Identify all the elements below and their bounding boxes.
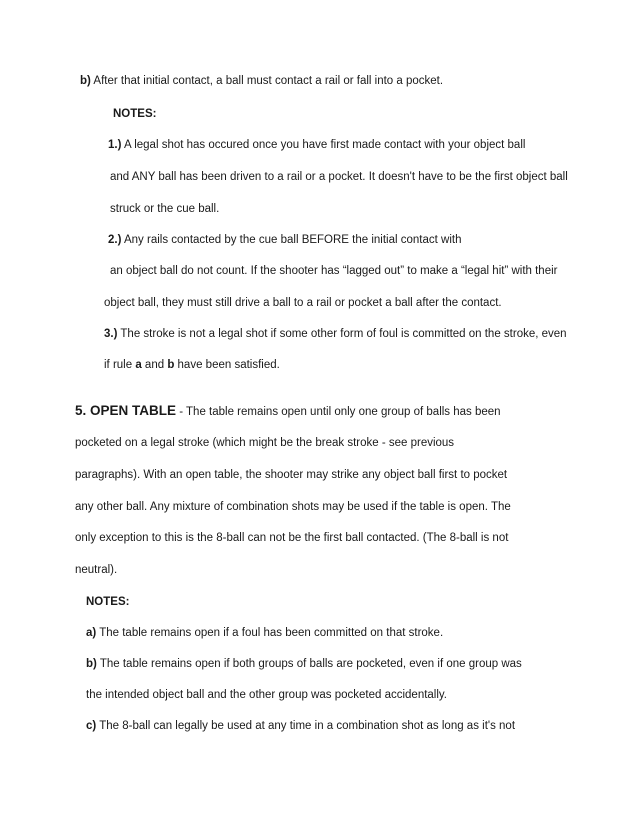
section-5-line-5 bbox=[75, 531, 508, 545]
open-b-text-2: the intended object ball and the other group was pocketed accidentally. bbox=[86, 689, 448, 701]
open-c-text: The 8-ball can legally be used at any time in a combination shot as long as it's not bbox=[96, 720, 516, 732]
note-1-label: 1.) bbox=[108, 139, 122, 151]
note-3-rule-a: a bbox=[135, 359, 142, 371]
section-5-line-2 bbox=[75, 436, 454, 450]
note-1-line-3 bbox=[110, 202, 219, 216]
note-2-text-2: an object ball do not count. If the shooter has “lagged out” to make a “legal hit” with their bbox=[110, 265, 558, 277]
note-3-text-2-mid: and bbox=[141, 359, 168, 371]
section-5-line-4 bbox=[75, 500, 511, 514]
notes-heading-2-text: NOTES: bbox=[86, 596, 130, 608]
note-3-rule-b: b bbox=[167, 359, 175, 371]
section-5-text-2: pocketed on a legal stroke (which might be the break stroke - see previous bbox=[75, 437, 455, 449]
open-a-text: The table remains open if a foul has been committed on that stroke. bbox=[96, 627, 444, 639]
open-b-label: b) bbox=[86, 658, 97, 670]
section-5-line-6 bbox=[75, 563, 117, 577]
note-1-text-2: and ANY ball has been driven to a rail or a pocket. It doesn't have to be the first object ball bbox=[110, 171, 568, 183]
section-5-line-3 bbox=[75, 468, 507, 482]
open-a-label: a) bbox=[86, 627, 97, 639]
note-2-line-3 bbox=[104, 296, 502, 310]
note-2-line-1 bbox=[108, 233, 461, 247]
open-c-label: c) bbox=[86, 720, 97, 732]
note-1-line-1 bbox=[108, 138, 525, 152]
notes-heading-2 bbox=[86, 595, 129, 609]
rule-b-text: After that initial contact, a ball must contact a rail or fall into a pocket. bbox=[90, 75, 444, 87]
rule-b-line bbox=[80, 74, 443, 88]
open-b-line-2 bbox=[86, 688, 447, 702]
section-5-text-4: any other ball. Any mixture of combination shots may be used if the table is open. The bbox=[75, 501, 511, 513]
note-3-line-2 bbox=[104, 358, 280, 372]
note-2-line-2 bbox=[110, 264, 557, 278]
note-2-text-1: Any rails contacted by the cue ball BEFORE the initial contact with bbox=[121, 234, 462, 246]
notes-heading-1 bbox=[113, 107, 156, 121]
section-5-text-1: - The table remains open until only one group of balls has been bbox=[176, 406, 501, 418]
open-b-text-1: The table remains open if both groups of balls are pocketed, even if one group was bbox=[96, 658, 522, 670]
section-5-text-5: only exception to this is the 8-ball can not be the first ball contacted. (The 8-ball is not bbox=[75, 532, 509, 544]
note-3-text-1: The stroke is not a legal shot if some other form of foul is committed on the stroke, even bbox=[117, 328, 567, 340]
note-3-text-2-pre: if rule bbox=[104, 359, 136, 371]
note-3-line-1 bbox=[104, 327, 567, 341]
section-5-text-3: paragraphs). With an open table, the shooter may strike any object ball first to pocket bbox=[75, 469, 508, 481]
open-a-line bbox=[86, 626, 443, 640]
open-c-line bbox=[86, 719, 515, 733]
open-b-line-1 bbox=[86, 657, 522, 671]
note-2-label: 2.) bbox=[108, 234, 122, 246]
section-5-line-1 bbox=[75, 403, 501, 419]
note-1-text-3: struck or the cue ball. bbox=[110, 203, 220, 215]
section-5-heading: 5. OPEN TABLE bbox=[75, 403, 177, 418]
note-1-line-2 bbox=[110, 170, 568, 184]
rule-b-label: b) bbox=[80, 75, 91, 87]
notes-heading-1-text: NOTES: bbox=[113, 108, 157, 120]
note-2-text-3: object ball, they must still drive a ball to a rail or pocket a ball after the contact. bbox=[104, 297, 502, 309]
section-5-text-6: neutral). bbox=[75, 564, 118, 576]
note-3-label: 3.) bbox=[104, 328, 118, 340]
note-3-text-2-post: have been satisfied. bbox=[174, 359, 280, 371]
note-1-text-1: A legal shot has occured once you have first made contact with your object ball bbox=[121, 139, 526, 151]
